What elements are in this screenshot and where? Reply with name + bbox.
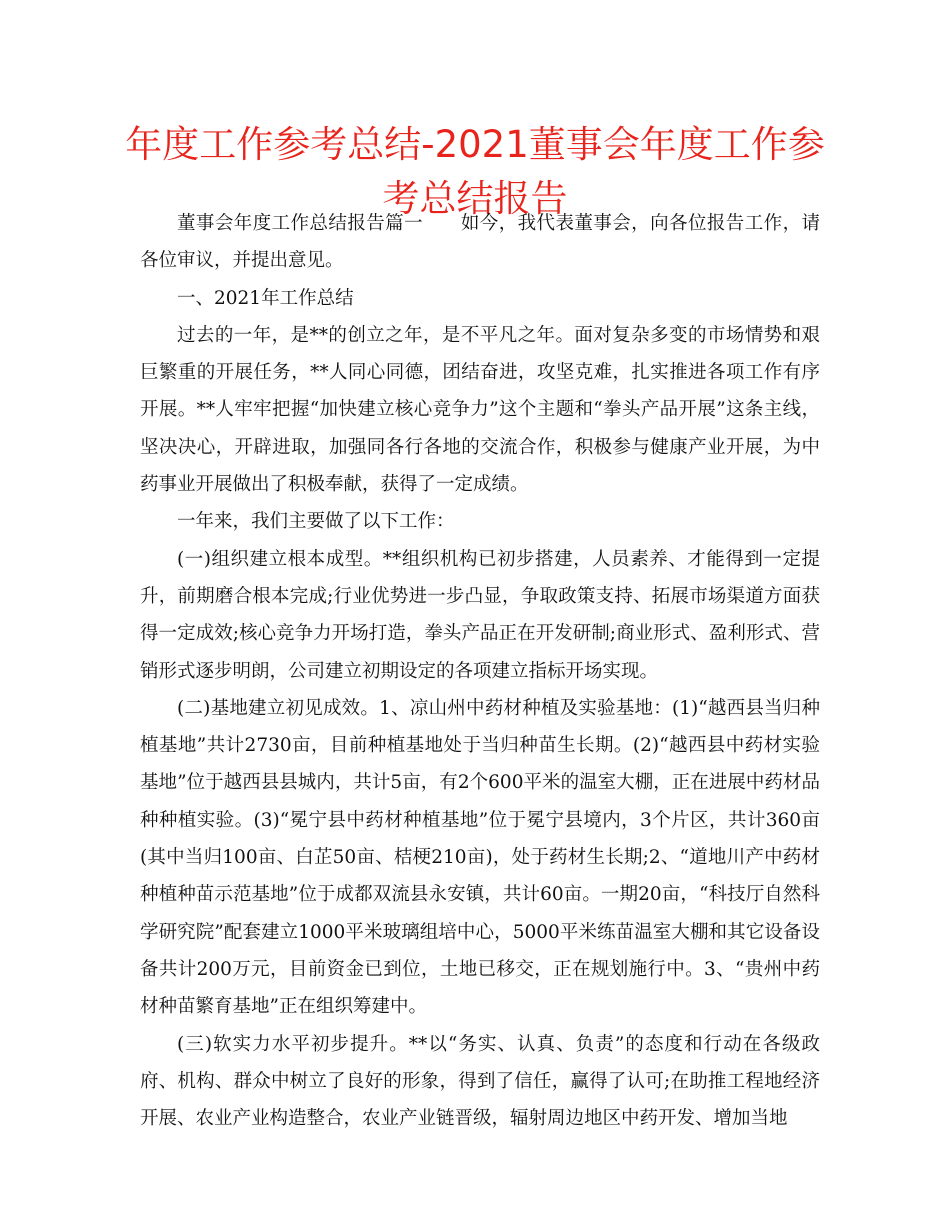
paragraph-organization: (一)组织建立根本成型。**组织机构已初步搭建，人员素养、才能得到一定提升，前期磨合根本完成;行业优势进一步凸显，争取政策支持、拓展市场渠道方面获得一定成效;核心竞争力开场打造，拳头产品正在开发研制;商业形式、盈利形式、营销形式逐步明朗，公司建立初期设定的各项建立指标开场实现。 xyxy=(140,548,820,682)
document-title: 年度工作参考总结-2021董事会年度工作参考总结报告 xyxy=(125,123,825,220)
paragraph-past-year: 过去的一年，是**的创立之年，是不平凡之年。面对复杂多变的市场情势和艰巨繁重的开展任务，**人同心同德，团结奋进，攻坚克难，扎实推进各项工作有序开展。**人牢牢把握“加快建立核心竞争力”这个主题和“拳头产品开展”这条主线，坚决决心，开辟进取，加强同各行各地的交流合作，积极参与健康产业开展，为中药事业开展做出了积极奉献，获得了一定成绩。 xyxy=(140,324,820,496)
section-heading-2021-summary: 一、2021年工作总结 xyxy=(177,287,354,309)
paragraph-base-construction: (二)基地建立初见成效。1、凉山州中药材种植及实验基地：(1)“越西县当归种植基地”共计2730亩，目前种植基地处于当归种苗生长期。(2)“越西县中药材实验基地”位于越西县县城内，共计5亩，有2个600平米的温室大棚，正在进展中药材品种种植实验。(3)“冕宁县中药材种植基地”位于冕宁县境内，3个片区，共计360亩(其中当归100亩、白芷50亩、桔梗210亩)，处于药材生长期;2、“道地川产中药材种植种苗示范基地”位于成都双流县永安镇，共计60亩。一期20亩，“科技厅自然科学研究院”配套建立1000平米玻璃组培中心，5000平米练苗温室大棚和其它设备设备共计200万元，目前资金已到位，土地已移交，正在规划施行中。3、“贵州中药材种苗繁育基地”正在组织筹建中。 xyxy=(140,697,820,1018)
paragraph-work-intro: 一年来，我们主要做了以下工作： xyxy=(177,511,455,533)
paragraph-intro: 董事会年度工作总结报告篇一 如今，我代表董事会，向各位报告工作，请各位审议，并提出意见。 xyxy=(140,213,820,272)
paragraph-soft-power: (三)软实力水平初步提升。**以“务实、认真、负责”的态度和行动在各级政府、机构、群众中树立了良好的形象，得到了信任，赢得了认可;在助推工程地经济开展、农业产业构造整合，农业产业链晋级，辐射周边地区中药开发、增加当地 xyxy=(140,1033,820,1130)
document-body xyxy=(140,205,820,1137)
